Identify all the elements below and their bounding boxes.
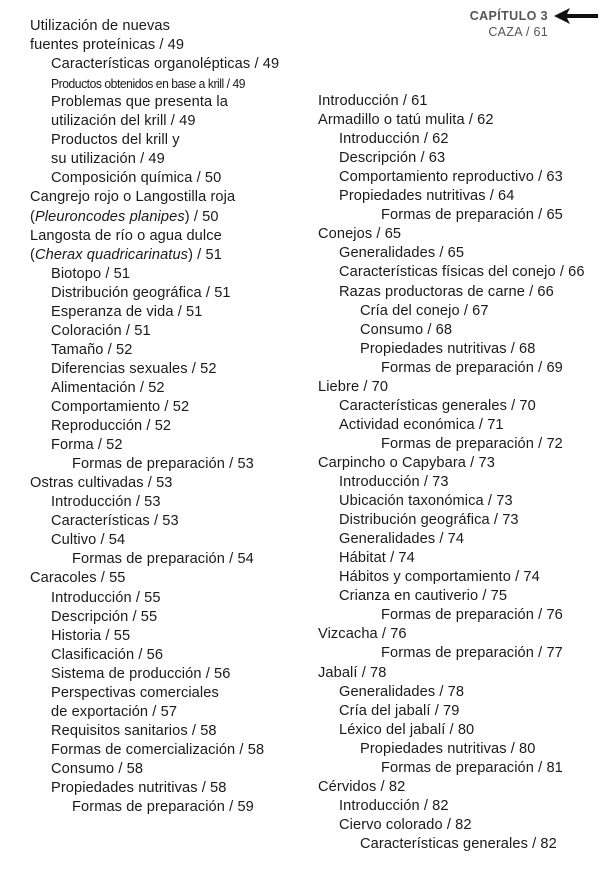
toc-entry: Actividad económica / 71 — [339, 416, 504, 433]
toc-entry: Clasificación / 56 — [51, 646, 164, 663]
toc-entry: Propiedades nutritivas / 64 — [339, 188, 515, 205]
toc-entry: Razas productoras de carne / 66 — [339, 283, 554, 300]
toc-entry: Armadillo o tatú mulita / 62 — [318, 112, 494, 129]
toc-entry: Vizcacha / 76 — [318, 626, 407, 643]
toc-entry: utilización del krill / 49 — [51, 113, 196, 130]
toc-entry: Comportamiento reproductivo / 63 — [339, 169, 563, 186]
toc-entry: Cérvidos / 82 — [318, 778, 406, 795]
toc-entry: Requisitos sanitarios / 58 — [51, 722, 217, 739]
toc-entry: Composición química / 50 — [51, 170, 222, 187]
toc-entry-page: ) / 51 — [188, 246, 222, 263]
toc-entry: de exportación / 57 — [51, 703, 178, 720]
toc-entry: Formas de preparación / 69 — [381, 359, 563, 376]
toc-entry: Utilización de nuevas — [30, 18, 171, 34]
toc-entry: Formas de preparación / 77 — [381, 645, 563, 662]
toc-entry: Formas de preparación / 53 — [72, 456, 254, 473]
toc-entry: Jabalí / 78 — [318, 664, 387, 681]
toc-entry: Introducción / 82 — [339, 797, 449, 814]
toc-entry: Léxico del jabalí / 80 — [339, 721, 475, 738]
toc-entry: Comportamiento / 52 — [51, 399, 190, 415]
toc-entry: Ciervo colorado / 82 — [339, 816, 472, 833]
toc-entry: Coloración / 51 — [51, 322, 151, 339]
toc-entry: Cría del conejo / 67 — [360, 302, 489, 319]
toc-entry: Esperanza de vida / 51 — [51, 303, 203, 320]
toc-entry: Cría del jabalí / 79 — [339, 702, 460, 719]
toc-entry: Descripción / 55 — [51, 608, 158, 625]
toc-entry-prefix: ( — [30, 208, 35, 225]
toc-entry: Introducción / 73 — [339, 474, 449, 490]
toc-entry: Distribución geográfica / 51 — [51, 284, 231, 301]
toc-entry: Propiedades nutritivas / 58 — [51, 780, 227, 796]
toc-entry: Cultivo / 54 — [51, 532, 126, 549]
toc-entry: Introducción / 61 — [318, 93, 428, 109]
toc-entry: Generalidades / 65 — [339, 245, 465, 262]
toc-entry: Formas de comercialización / 58 — [51, 741, 265, 758]
toc-entry: Biotopo / 51 — [51, 265, 131, 282]
toc-entry: Formas de preparación / 81 — [381, 759, 563, 776]
toc-entry: Propiedades nutritivas / 80 — [360, 740, 536, 757]
toc-entry: Problemas que presenta la — [51, 94, 228, 111]
toc-entry: Introducción / 62 — [339, 131, 449, 148]
toc-entry: Formas de preparación / 65 — [381, 207, 563, 224]
toc-entry: Carpincho o Capybara / 73 — [318, 454, 495, 471]
toc-entry: Conejos / 65 — [318, 226, 402, 243]
toc-entry — [30, 208, 219, 227]
toc-entry: Generalidades / 78 — [339, 683, 465, 700]
toc-entry: Formas de preparación / 59 — [72, 799, 254, 816]
toc-entry: Alimentación / 52 — [51, 379, 165, 396]
toc-entry: Introducción / 55 — [51, 589, 161, 606]
chapter-label: CAPÍTULO 3 — [469, 9, 548, 23]
toc-entry: Caracoles / 55 — [30, 570, 126, 587]
toc-entry: Introducción / 53 — [51, 494, 161, 511]
toc-entry — [30, 246, 222, 265]
toc-entry-species: Pleuroncodes planipes — [34, 208, 185, 225]
toc-entry: Descripción / 63 — [339, 150, 446, 167]
toc-entry: Características físicas del conejo / 66 — [339, 264, 585, 281]
chapter-header — [470, 8, 548, 40]
toc-entry: Cangrejo rojo o Langostilla roja — [30, 189, 236, 206]
toc-entry-page: ) / 50 — [184, 208, 219, 225]
toc-entry: Productos obtenidos en base a krill / 49 — [51, 76, 246, 92]
toc-entry-prefix: ( — [30, 246, 35, 263]
toc-entry: Características generales / 82 — [360, 835, 557, 852]
toc-entry: fuentes proteínicas / 49 — [30, 37, 185, 54]
toc-entry: Sistema de producción / 56 — [51, 665, 231, 682]
toc-entry: Hábitos y comportamiento / 74 — [339, 569, 540, 586]
toc-entry: Formas de preparación / 72 — [381, 435, 563, 452]
toc-entry: Perspectivas comerciales — [51, 684, 219, 701]
toc-entry: Generalidades / 74 — [339, 531, 465, 548]
toc-entry: Propiedades nutritivas / 68 — [360, 340, 536, 357]
toc-entry: Ubicación taxonómica / 73 — [339, 493, 513, 510]
arrow-left-icon — [552, 4, 600, 30]
toc-entry: Historia / 55 — [51, 627, 131, 644]
toc-entry: Langosta de río o agua dulce — [30, 227, 222, 244]
toc-entry: Consumo / 68 — [360, 321, 453, 338]
toc-entry: Forma / 52 — [51, 437, 123, 454]
toc-entry: Consumo / 58 — [51, 760, 144, 777]
toc-entry: su utilización / 49 — [51, 151, 165, 168]
toc-entry: Características generales / 70 — [339, 397, 536, 414]
toc-entry-species: Cherax quadricarinatus — [34, 246, 189, 263]
toc-entry: Formas de preparación / 76 — [381, 607, 563, 624]
toc-entry: Productos del krill y — [51, 132, 180, 149]
toc-entry: Diferencias sexuales / 52 — [51, 360, 217, 377]
toc-entry: Características / 53 — [51, 513, 179, 530]
toc-entry: Tamaño / 52 — [51, 341, 133, 358]
toc-entry: Características organolépticas / 49 — [51, 56, 280, 73]
toc-entry: Reproducción / 52 — [51, 418, 172, 435]
toc-entry: Hábitat / 74 — [339, 550, 415, 567]
toc-entry: Crianza en cautiverio / 75 — [339, 588, 508, 605]
toc-entry: Formas de preparación / 54 — [72, 551, 254, 568]
chapter-section: CAZA / 61 — [488, 25, 548, 39]
toc-entry: Ostras cultivadas / 53 — [30, 475, 173, 492]
toc-entry: Liebre / 70 — [318, 378, 389, 395]
toc-entry: Distribución geográfica / 73 — [339, 512, 519, 529]
